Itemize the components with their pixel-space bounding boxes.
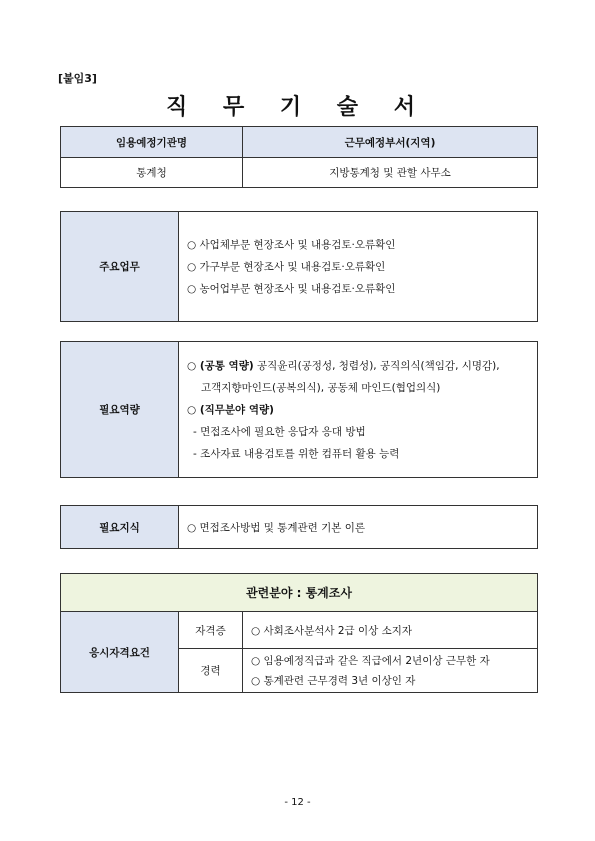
org-department-value: 지방통계청 및 관할 사무소: [243, 158, 538, 188]
certificate-text: ○ 사회조사분석사 2급 이상 소지자: [243, 612, 538, 649]
duty-item: ○ 가구부문 현장조사 및 내용검토·오류확인: [187, 260, 386, 273]
main-duties-content: [179, 212, 538, 322]
competency-table: [60, 341, 538, 478]
knowledge-text: ○ 면접조사방법 및 통계관련 기본 이론: [179, 506, 538, 549]
knowledge-label: 필요지식: [61, 506, 179, 549]
job-competency-title: ○ (직무분야 역량): [187, 403, 274, 416]
career-item: ○ 통계관련 근무경력 3년 이상인 자: [251, 674, 416, 687]
related-field-title: 관련분야 : 통계조사: [61, 574, 538, 612]
org-table: [60, 126, 538, 188]
common-competency-title: ○ (공통 역량): [187, 359, 254, 372]
competency-label: 필요역량: [61, 342, 179, 478]
career-content: [243, 649, 538, 693]
org-header-agency: 임용예정기관명: [61, 127, 243, 158]
career-item: ○ 임용예정직급과 같은 직급에서 2년이상 근무한 자: [251, 654, 490, 667]
knowledge-table: [60, 505, 538, 549]
duty-item: ○ 농어업부문 현장조사 및 내용검토·오류확인: [187, 282, 396, 295]
common-competency-text: 공직윤리(공정성, 청렴성), 공직의식(책임감, 시명감),: [253, 359, 500, 372]
attachment-label: [붙임3]: [58, 72, 97, 85]
page-number: - 12 -: [284, 797, 311, 808]
job-competency-item: - 면접조사에 필요한 응답자 응대 방법: [193, 425, 366, 438]
certificate-label: 자격증: [179, 612, 243, 649]
qualification-label: 응시자격요건: [61, 612, 179, 693]
duty-item: ○ 사업체부문 현장조사 및 내용검토·오류확인: [187, 238, 396, 251]
common-competency-line: [187, 355, 537, 377]
job-competency-item: - 조사자료 내용검토를 위한 컴퓨터 활용 능력: [193, 447, 400, 460]
common-competency-text-2: 고객지향마인드(공복의식), 공동체 마인드(협업의식): [201, 381, 441, 394]
org-header-department: 근무예정부서(지역): [243, 127, 538, 158]
main-duties-table: [60, 211, 538, 322]
org-agency-value: 통계청: [61, 158, 243, 188]
main-duties-label: 주요업무: [61, 212, 179, 322]
document-title: 직 무 기 술 서: [166, 95, 429, 120]
qualification-table: [60, 573, 538, 693]
competency-content: [179, 342, 538, 478]
career-label: 경력: [179, 649, 243, 693]
